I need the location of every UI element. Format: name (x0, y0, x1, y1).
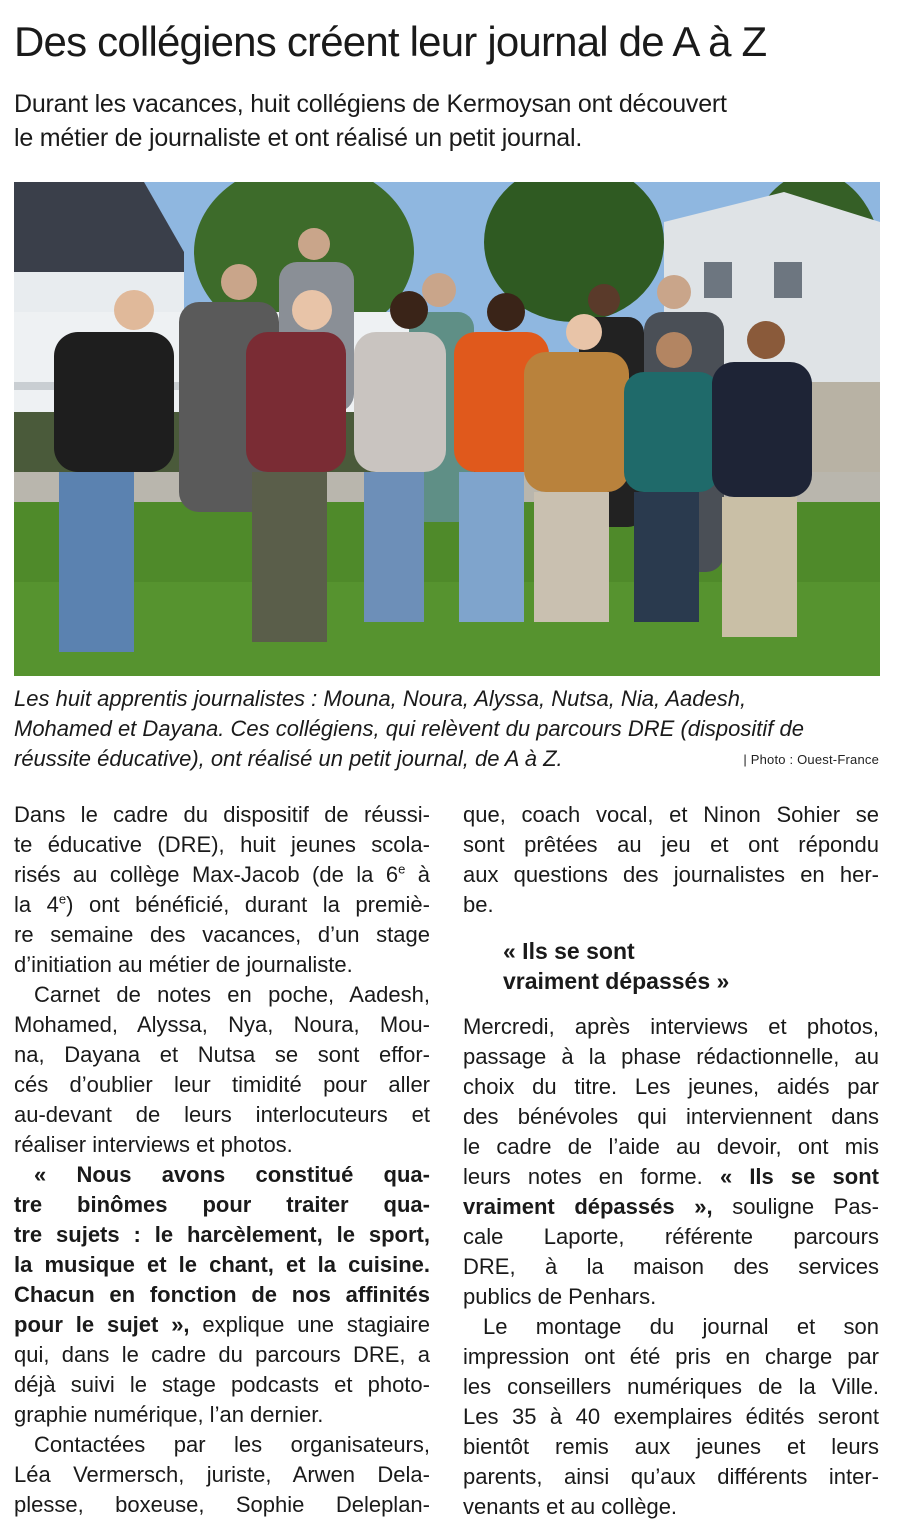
text-line: choix du titre. Les jeunes, aidés par (463, 1074, 879, 1099)
text-line (14, 860, 430, 890)
text-line: qui, dans le cadre du parcours DRE, a (14, 1342, 430, 1367)
text-line: des bénévoles qui interviennent dans (463, 1104, 879, 1129)
text-run: la 4 (14, 892, 59, 917)
paragraph (14, 800, 430, 980)
text-line: Le montage du journal et son (483, 1314, 879, 1339)
text-line: re semaine des vacances, d’un stage (14, 922, 430, 947)
text-line: Les 35 à 40 exemplaires édités seront (463, 1404, 879, 1429)
text-line: la musique et le chant, et la cuisine. (14, 1252, 430, 1277)
text-line: be. (463, 892, 494, 917)
text-line: cale Laporte, référente parcours (463, 1224, 879, 1249)
article-standfirst (14, 87, 884, 155)
text-run: à (405, 862, 430, 887)
text-line: publics de Penhars. (463, 1284, 657, 1309)
text-line: Dans le cadre du dispositif de réussi- (14, 802, 430, 827)
text-line: tre sujets : le harcèlement, le sport, (14, 1222, 430, 1247)
caption-line: Les huit apprentis journalistes : Mouna, Noura, Alyssa, Nutsa, Nia, Aadesh, (14, 686, 747, 711)
text-line: Carnet de notes en poche, Aadesh, (34, 982, 430, 1007)
text-line: te éducative (DRE), huit jeunes scola- (14, 832, 430, 857)
text-run: ) ont bénéficié, durant la premiè- (66, 892, 430, 917)
text-line: sont prêtées au jeu et ont répondu (463, 832, 879, 857)
text-line: au-devant de leurs interlocuteurs et (14, 1102, 430, 1127)
subheading-line: « Ils se sont (503, 938, 635, 964)
text-line: bientôt remis aux jeunes et leurs (463, 1434, 879, 1459)
text-line: les conseillers numériques de la Ville. (463, 1374, 879, 1399)
article-headline: Des collégiens créent leur journal de A à Z (14, 18, 767, 65)
text-line: que, coach vocal, et Ninon Sohier se (463, 802, 879, 827)
text-line: aux questions des journalistes en her- (463, 862, 879, 887)
group-photo-illustration (14, 182, 880, 676)
standfirst-line: Durant les vacances, huit collégiens de Kermoysan ont découvert (14, 90, 727, 118)
text-line (463, 1162, 879, 1192)
text-line (463, 1192, 879, 1222)
superscript: e (398, 861, 406, 877)
paragraph (14, 1430, 430, 1520)
text-run: souligne Pas- (712, 1194, 879, 1219)
text-line: venants et au collège. (463, 1494, 678, 1519)
text-line: Mohamed, Alyssa, Nya, Noura, Mou- (14, 1012, 430, 1037)
subheading-line: vraiment dépassés » (503, 968, 730, 994)
article-subheading (463, 936, 879, 996)
photo-window (774, 262, 802, 298)
text-line: Mercredi, après interviews et photos, (463, 1014, 879, 1039)
paragraph (14, 1160, 430, 1430)
text-run: explique une stagiaire (189, 1312, 430, 1337)
text-line: « Nous avons constitué qua- (34, 1162, 430, 1187)
text-line: Léa Vermersch, juriste, Arwen Dela- (14, 1462, 430, 1487)
text-run: pour le sujet », (14, 1312, 190, 1337)
text-line: Chacun en fonction de nos affinités (14, 1282, 430, 1307)
text-run: « Ils se sont (719, 1164, 879, 1189)
text-line: passage à la phase rédactionnelle, au (463, 1044, 879, 1069)
text-line: tre binômes pour traiter qua- (14, 1192, 430, 1217)
text-line: plesse, boxeuse, Sophie Deleplan- (14, 1492, 430, 1517)
text-line: Contactées par les organisateurs, (34, 1432, 430, 1457)
paragraph (14, 980, 430, 1160)
text-line: le cadre de l’aide au devoir, ont mis (463, 1134, 879, 1159)
text-line (14, 890, 430, 920)
text-line: cés d’oublier leur timidité pour aller (14, 1072, 430, 1097)
text-run: leurs notes en forme. (463, 1164, 720, 1189)
text-line (14, 1310, 430, 1340)
caption-line: réussite éducative), ont réalisé un petit journal, de A à Z. (14, 746, 563, 771)
text-line: na, Dayana et Nutsa se sont effor- (14, 1042, 430, 1067)
article-column-right (463, 800, 879, 1522)
caption-line: Mohamed et Dayana. Ces collégiens, qui relèvent du parcours DRE (dispositif de (14, 716, 804, 741)
text-run: vraiment dépassés », (463, 1194, 713, 1219)
text-line: parents, ainsi qu’aux différents inter- (463, 1464, 879, 1489)
paragraph (463, 1012, 879, 1312)
superscript: e (58, 891, 67, 907)
text-run: risés au collège Max-Jacob (de la 6 (14, 862, 399, 887)
article-column-left (14, 800, 430, 1520)
text-line: d’initiation au métier de journaliste. (14, 952, 353, 977)
paragraph (463, 800, 879, 920)
text-line: graphie numérique, l’an dernier. (14, 1402, 324, 1427)
text-line: réaliser interviews et photos. (14, 1132, 293, 1157)
text-line: impression ont été pris en charge par (463, 1344, 879, 1369)
group-photo (14, 182, 880, 676)
paragraph (463, 1312, 879, 1522)
photo-window (704, 262, 732, 298)
text-line: déjà suivi le stage podcasts et photo- (14, 1372, 430, 1397)
text-line: DRE, à la maison des services (463, 1254, 879, 1279)
standfirst-line: le métier de journaliste et ont réalisé un petit journal. (14, 124, 583, 152)
photo-credit: | Photo : Ouest-France (743, 752, 879, 767)
